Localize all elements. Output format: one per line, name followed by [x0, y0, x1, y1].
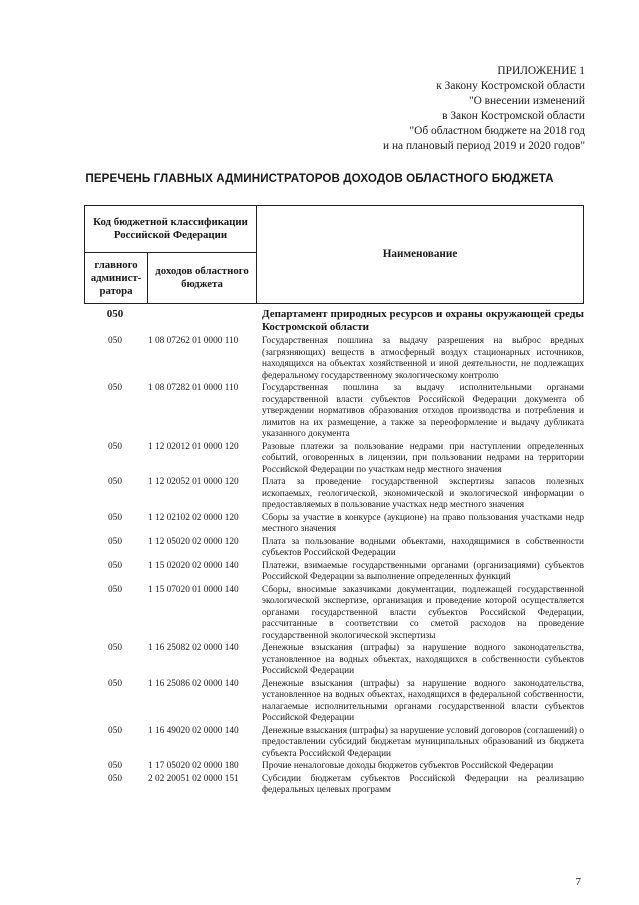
- table-row: [84, 679, 584, 726]
- admin-code-cell: 050: [108, 512, 122, 523]
- table-row: [84, 513, 584, 537]
- income-code-cell: 1 12 02012 01 0000 120: [148, 441, 239, 452]
- income-code-cell: 1 12 02052 01 0000 120: [148, 477, 239, 487]
- income-code-cell: 1 12 02102 02 0000 120: [148, 512, 239, 523]
- income-code-cell: 1 12 05020 02 0000 120: [148, 536, 239, 547]
- table-row: [84, 561, 584, 585]
- admin-code-cell: 050: [108, 761, 122, 771]
- admin-code-cell: 050: [108, 383, 122, 393]
- name-cell: Плата за пользование водными объектами, находящимися в собственности субъектов Российской Федерации: [262, 536, 584, 558]
- name-cell: Сборы, вносимые заказчиками документации, подлежащей государственной экологической экспертизе, организация и проведение которой осуществляется органами государственной власти субъектов Российской Федерации, рассчитанные в соответствии со сметой расходов на проведение государственной экологической экспертизы: [262, 584, 584, 641]
- admin-code-cell: 050: [108, 536, 122, 547]
- income-code-cell: 1 16 25086 02 0000 140: [148, 678, 239, 689]
- appendix-block: [285, 64, 585, 154]
- page-number: 7: [575, 876, 581, 888]
- admin-code-cell: 050: [108, 584, 122, 595]
- appendix-line: "О внесении изменений: [468, 95, 585, 107]
- name-cell: Платежи, взимаемые государственными органами (организациями) субъектов Российской Федерации за выполнение определенных функций: [262, 560, 584, 582]
- name-cell: Субсидии бюджетам субъектов Российской Федерации на реализацию федеральных целевых программ: [262, 773, 584, 795]
- table-row: [84, 336, 584, 383]
- name-cell: Денежные взыскания (штрафы) за нарушение водного законодательства, установленное на водных объектах, находящихся в федеральной собственности, налагаемые исполнительными органами государственной власти субъектов Российской Федерации: [262, 678, 584, 723]
- department-row: [84, 308, 584, 336]
- name-cell: Денежные взыскания (штрафы) за нарушение водного законодательства, установленное на водных объектах, находящихся в собственности субъектов Российской Федерации: [262, 643, 584, 676]
- income-code-cell: 1 08 07282 01 0000 110: [148, 383, 239, 393]
- code-group-header: Код бюджетной классификации Российской Федерации: [85, 206, 257, 253]
- appendix-line: в Закон Костромской области: [442, 110, 585, 122]
- table-row: [84, 477, 584, 513]
- name-cell: Разовые платежи за пользование недрами при наступлении определенных событий, оговоренных в лицензии, при пользовании недрами на территории Российской Федерации по участкам недр местного значения: [262, 441, 584, 475]
- table-row: [84, 774, 584, 798]
- name-cell: Сборы за участие в конкурсе (аукционе) на право пользования участками недр местного значения: [262, 512, 584, 534]
- income-code-cell: 1 16 49020 02 0000 140: [148, 725, 239, 736]
- table-row: [84, 537, 584, 561]
- admin-column-header: главного админист-ратора: [85, 253, 148, 304]
- table-row: [84, 761, 584, 774]
- table-header: [84, 205, 584, 304]
- revenue-table: [84, 308, 584, 798]
- appendix-line: "Об областном бюджете на 2018 год: [409, 125, 585, 137]
- appendix-line: ПРИЛОЖЕНИЕ 1: [497, 65, 585, 77]
- department-admin-code: 050: [106, 308, 124, 320]
- table-row: [84, 726, 584, 762]
- admin-code-cell: 050: [108, 560, 122, 571]
- income-code-cell: 1 08 07262 01 0000 110: [148, 336, 239, 346]
- income-code-cell: 1 15 07020 01 0000 140: [148, 584, 239, 595]
- table-row: [84, 643, 584, 679]
- admin-code-cell: 050: [108, 441, 122, 452]
- name-cell: Прочие неналоговые доходы бюджетов субъектов Российской Федерации: [262, 761, 554, 771]
- income-code-cell: 2 02 20051 02 0000 151: [148, 773, 239, 784]
- document-title: ПЕРЕЧЕНЬ ГЛАВНЫХ АДМИНИСТРАТОРОВ ДОХОДОВ ОБЛАСТНОГО БЮДЖЕТА: [85, 172, 554, 185]
- table-row: [84, 585, 584, 644]
- income-code-cell: 1 15 02020 02 0000 140: [148, 560, 239, 571]
- name-column-header: Наименование: [257, 206, 584, 304]
- table-row: [84, 442, 584, 478]
- admin-code-cell: 050: [108, 643, 122, 653]
- admin-code-cell: 050: [108, 725, 122, 736]
- admin-code-cell: 050: [108, 477, 122, 487]
- department-income-code: [146, 308, 256, 336]
- income-code-cell: 1 16 25082 02 0000 140: [148, 643, 239, 653]
- name-cell: Плата за проведение государственной экспертизы запасов полезных ископаемых, геологической, экономической и экологической информации о предоставляемых в пользование участках недр местного значения: [262, 477, 584, 510]
- name-cell: Государственная пошлина за выдачу разрешения на выброс вредных (загрязняющих) веществ в атмосферный воздух стационарных источников, находящихся на объектах хозяйственной и иной деятельности, не подлежащих федеральному государственному экологическому контролю: [262, 336, 584, 381]
- table-row: [84, 383, 584, 442]
- name-cell: Денежные взыскания (штрафы) за нарушение условий договоров (соглашений) о предоставлении субсидий бюджетам муниципальных образований из бюджета субъекта Российской Федерации: [262, 725, 584, 759]
- admin-code-cell: 050: [108, 336, 122, 346]
- department-name: Департамент природных ресурсов и охраны окружающей среды Костромской области: [262, 308, 584, 333]
- admin-code-cell: 050: [108, 678, 122, 689]
- income-column-header: доходов областного бюджета: [148, 253, 257, 304]
- appendix-line: и на плановый период 2019 и 2020 годов": [383, 140, 585, 152]
- income-code-cell: 1 17 05020 02 0000 180: [148, 761, 239, 771]
- appendix-line: к Закону Костромской области: [436, 80, 585, 92]
- admin-code-cell: 050: [108, 773, 122, 784]
- name-cell: Государственная пошлина за выдачу исполнительными органами государственной власти субъектов Российской Федерации документа об утверждении нормативов образования отходов производства и потребления и лимитов на их размещение, а также за переоформление и выдачу дубликата указанного документа: [262, 383, 584, 439]
